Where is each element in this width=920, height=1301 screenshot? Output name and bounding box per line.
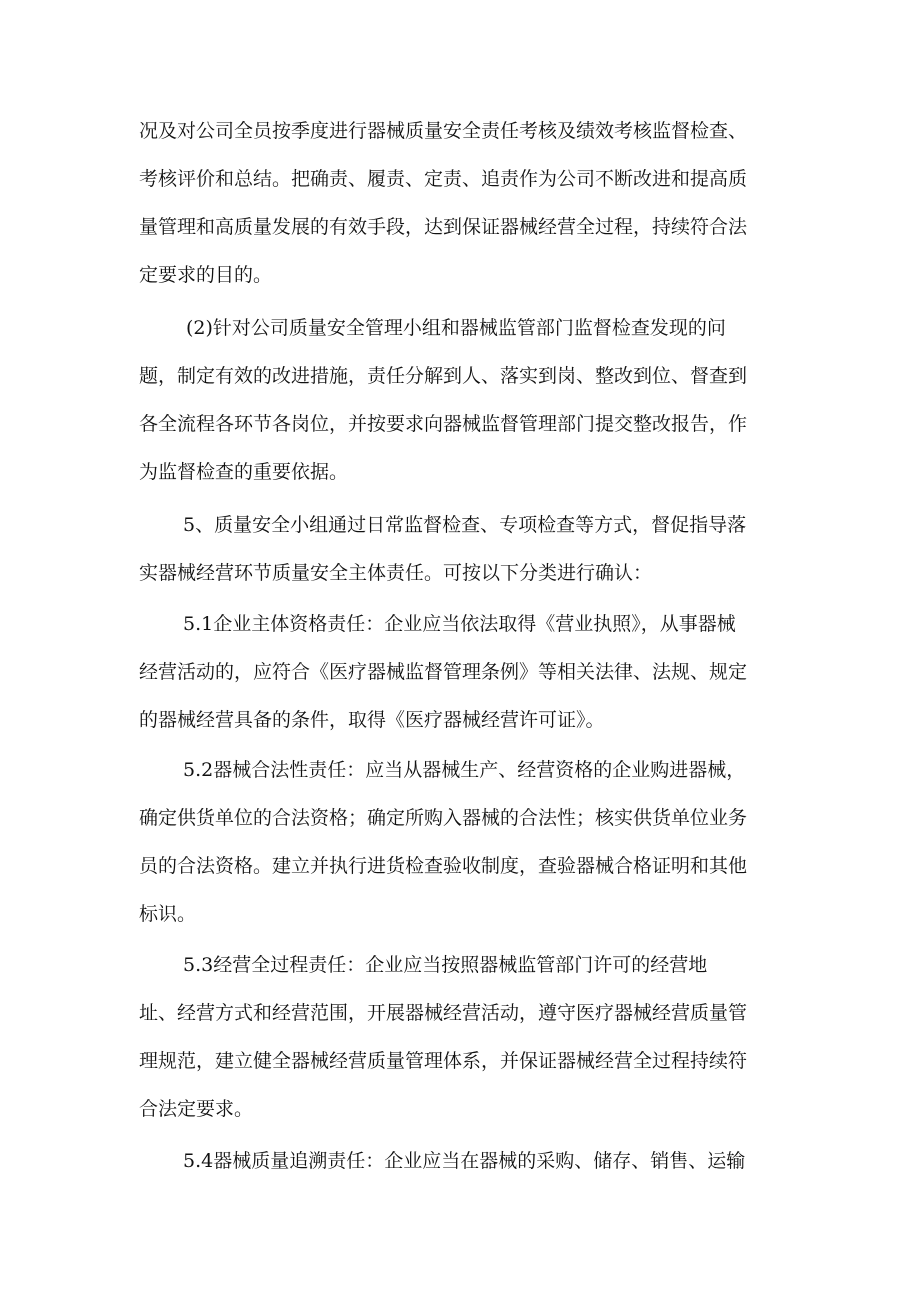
paragraph-line: 题，制定有效的改进措施，责任分解到人、落实到岗、整改到位、督查到 bbox=[139, 365, 748, 387]
paragraph-line: 址、经营方式和经营范围，开展器械经营活动，遵守医疗器械经营质量管 bbox=[139, 1002, 748, 1024]
paragraph-line: 为监督检查的重要依据。 bbox=[139, 461, 349, 483]
paragraph-line: 实器械经营环节质量安全主体责任。可按以下分类进行确认： bbox=[139, 562, 653, 584]
paragraph-line: 5.2器械合法性责任：应当从器械生产、经营资格的企业购进器械， bbox=[183, 759, 746, 781]
paragraph-line: 定要求的目的。 bbox=[139, 264, 273, 286]
paragraph-line: 况及对公司全员按季度进行器械质量安全责任考核及绩效考核监督检查、 bbox=[139, 120, 748, 142]
paragraph-line: 标识。 bbox=[139, 903, 197, 925]
paragraph-line: 的器械经营具备的条件，取得《医疗器械经营许可证》。 bbox=[139, 709, 605, 731]
paragraph-line: 各全流程各环节各岗位，并按要求向器械监督管理部门提交整改报告，作 bbox=[139, 413, 748, 435]
paragraph-line: 5、质量安全小组通过日常监督检查、专项检查等方式，督促指导落 bbox=[183, 514, 747, 536]
paragraph-line: (2)针对公司质量安全管理小组和器械监管部门监督检查发现的问 bbox=[186, 317, 726, 339]
paragraph-line: 确定供货单位的合法资格；确定所购入器械的合法性；核实供货单位业务 bbox=[139, 807, 748, 829]
paragraph-line: 考核评价和总结。把确责、履责、定责、追责作为公司不断改进和提高质 bbox=[139, 168, 748, 190]
paragraph-line: 5.3经营全过程责任：企业应当按照器械监管部门许可的经营地 bbox=[183, 954, 708, 976]
paragraph-line: 理规范，建立健全器械经营质量管理体系，并保证器械经营全过程持续符 bbox=[139, 1050, 748, 1072]
paragraph-line: 合法定要求。 bbox=[139, 1098, 254, 1120]
paragraph-line: 量管理和高质量发展的有效手段，达到保证器械经营全过程，持续符合法 bbox=[139, 216, 748, 238]
paragraph-line: 5.4器械质量追溯责任：企业应当在器械的采购、储存、销售、运输 bbox=[183, 1150, 746, 1172]
paragraph-line: 员的合法资格。建立并执行进货检查验收制度，查验器械合格证明和其他 bbox=[139, 855, 748, 877]
paragraph-line: 经营活动的，应符合《医疗器械监督管理条例》等相关法律、法规、规定 bbox=[139, 661, 748, 683]
paragraph-line: 5.1企业主体资格责任：企业应当依法取得《营业执照》，从事器械 bbox=[183, 613, 736, 635]
